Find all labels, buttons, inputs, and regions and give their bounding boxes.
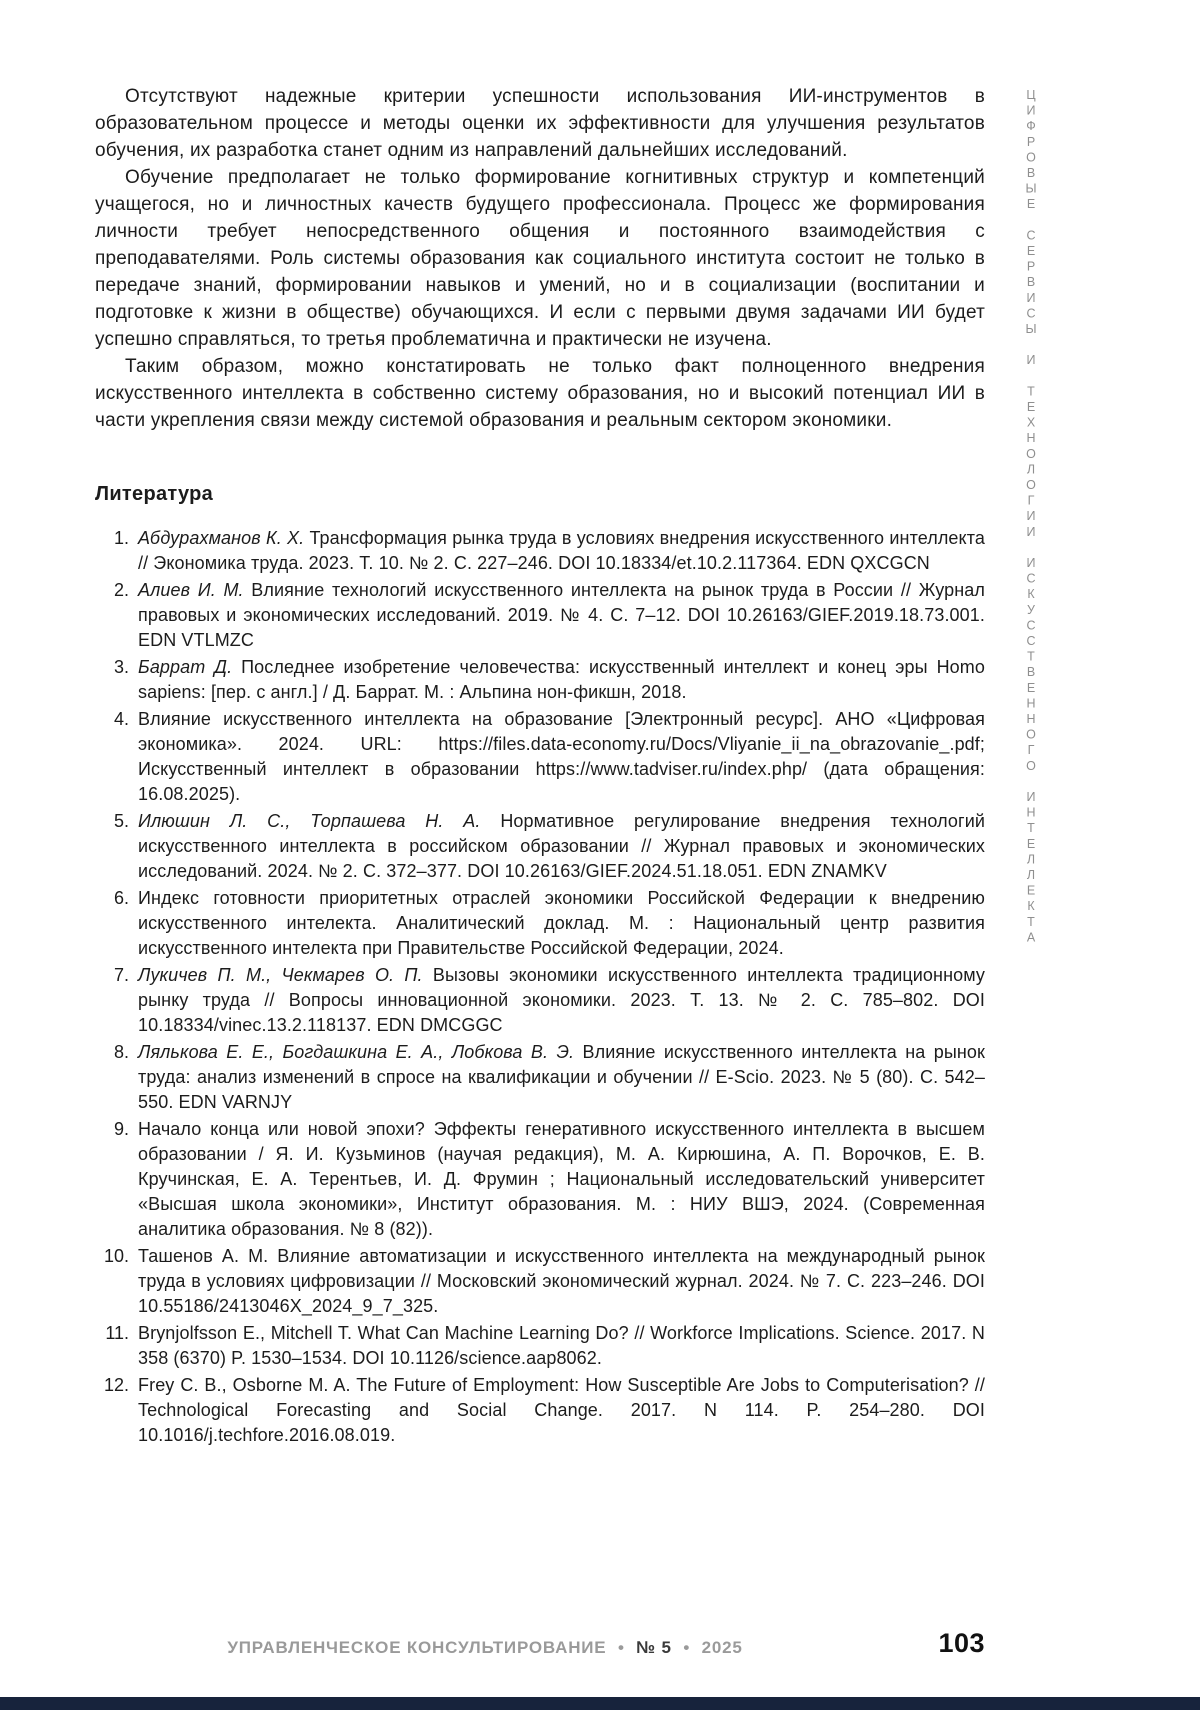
reference-text	[138, 526, 985, 576]
reference-rest: Влияние искусственного интеллекта на образование [Электронный ресурс]. АНО «Цифровая экономика». 2024. URL: https://files.data-economy.ru/Docs/Vliyanie_ii_na_obrazovanie_.pdf; Искусственный интеллект в образовании https://www.tadviser.ru/index.php/ (дата обращения: 16.08.2025).	[138, 708, 985, 804]
reference-item	[95, 809, 985, 884]
reference-item	[95, 963, 985, 1038]
reference-rest: Индекс готовности приоритетных отраслей экономики Российской Федерации к внедрению искусственного интелекта. Аналитический доклад. М. : Национальный центр развития искусственного интелекта при Правительстве Российской Федерации, 2024.	[138, 887, 985, 958]
reference-text	[138, 886, 985, 961]
reference-item	[95, 655, 985, 705]
reference-item	[95, 1373, 985, 1448]
reference-item	[95, 526, 985, 576]
reference-number: 9.	[113, 1118, 129, 1139]
reference-text	[138, 1321, 985, 1371]
reference-authors: Лялькова Е. Е., Богдашкина Е. А., Лобкова В. Э.	[138, 1041, 583, 1062]
reference-number: 3.	[113, 656, 129, 677]
references-heading: Литература	[95, 482, 214, 505]
sidebar-vertical-title: ЦИФРОВЫЕ СЕРВИСЫ И ТЕХНОЛОГИИ ИСКУССТВЕННОГО ИНТЕЛЛЕКТА	[1024, 88, 1038, 946]
reference-authors: Илюшин Л. С., Торпашева Н. А.	[138, 810, 501, 831]
reference-item	[95, 886, 985, 961]
reference-rest: Трансформация рынка труда в условиях внедрения искусственного интеллекта // Экономика труда. 2023. Т. 10. № 2. С. 227–246. DOI 10.18334/et.10.2.117364. EDN QXCGCN	[138, 527, 985, 573]
reference-number: 12.	[103, 1375, 129, 1396]
reference-rest: Начало конца или новой эпохи? Эффекты генеративного искусственного интеллекта в высшем образовании / Я. И. Кузьминов (научая редакция), М. А. Кирюшина, А. П. Ворочков, Е. В. Кручинская, Е. А. Терентьев, И. Д. Фрумин ; Национальный исследовательский университет «Высшая школа экономики», Институт образования. М. : НИУ ВШЭ, 2024. (Современная аналитика образования. № 8 (82)).	[138, 1118, 985, 1240]
reference-number: 5.	[113, 810, 129, 831]
reference-item	[95, 578, 985, 653]
reference-item	[95, 1040, 985, 1115]
reference-text	[138, 707, 985, 807]
reference-item	[95, 1244, 985, 1319]
reference-authors: Лукичев П. М., Чекмарев О. П.	[138, 964, 433, 985]
page-footer	[95, 1628, 985, 1672]
reference-number: 4.	[113, 708, 129, 729]
reference-rest: Влияние технологий искусственного интеллекта на рынок труда в России // Журнал правовых и экономических исследований. 2019. № 4. С. 7–12. DOI 10.26163/GIEF.2019.18.73.001. EDN VTLMZC	[138, 579, 985, 650]
reference-text	[138, 578, 985, 653]
reference-rest: Brynjolfsson E., Mitchell T. What Can Machine Learning Do? // Workforce Implications. Science. 2017. N 358 (6370) P. 1530–1534. DOI 10.1126/science.aap8062.	[138, 1323, 985, 1369]
reference-text	[138, 809, 985, 884]
body-paragraph: Обучение предполагает не только формирование когнитивных структур и компетенций учащегося, но и личностных качеств будущего профессионала. Процесс же формирования личности требует непосредственного общения и постоянного взаимодействия с преподавателями. Роль системы образования как социального института состоит не только в передаче знаний, формировании навыков и умений, но и в социализации (воспитании и подготовке к жизни в обществе) обучающихся. И если с первыми двумя задачами ИИ будет успешно справляться, то третья проблематична и практически не изучена.	[95, 166, 985, 350]
reference-number: 1.	[113, 527, 129, 548]
reference-text	[138, 1040, 985, 1115]
reference-text	[138, 963, 985, 1038]
bottom-color-bar	[0, 1697, 1200, 1710]
reference-rest: Влияние искусственного интеллекта на рынок труда: анализ изменений в спросе на квалификации и обучении // E-Scio. 2023. № 5 (80). С. 542–550. EDN VARNJY	[138, 1041, 985, 1112]
body-paragraph: Таким образом, можно констатировать не только факт полноценного внедрения искусственного интеллекта в собственно систему образования, но и высокий потенциал ИИ в части укрепления связи между системой образования и реальным сектором экономики.	[95, 355, 985, 431]
reference-item	[95, 707, 985, 807]
main-text-column	[95, 84, 985, 1450]
reference-number: 6.	[113, 887, 129, 908]
footer-issue-number: № 5	[636, 1638, 672, 1657]
footer-separator: •	[617, 1638, 625, 1657]
reference-number: 8.	[113, 1041, 129, 1062]
reference-rest: Нормативное регулирование внедрения технологий искусственного интеллекта в российском образовании // Журнал правовых и экономических исследований. 2024. № 2. С. 372–377. DOI 10.26163/GIEF.2024.51.18.051. EDN ZNAMKV	[138, 810, 985, 881]
reference-number: 11.	[105, 1323, 129, 1344]
page-number: 103	[938, 1628, 985, 1658]
reference-number: 7.	[113, 964, 129, 985]
footer-journal-line	[95, 1638, 875, 1658]
body-paragraph: Отсутствуют надежные критерии успешности использования ИИ-инструментов в образовательном процессе и методы оценки их эффективности для улучшения результатов обучения, их разработка станет одним из направлений дальнейших исследований.	[95, 86, 985, 161]
reference-text	[138, 1244, 985, 1319]
footer-journal-name: УПРАВЛЕНЧЕСКОЕ КОНСУЛЬТИРОВАНИЕ	[227, 1638, 607, 1657]
reference-rest: Последнее изобретение человечества: искусственный интеллект и конец эры Homo sapiens: [пер. с англ.] / Д. Баррат. М. : Альпина нон-фикшн, 2018.	[138, 656, 985, 702]
reference-authors: Баррат Д.	[138, 656, 242, 677]
reference-authors: Алиев И. М.	[138, 579, 252, 600]
reference-text	[138, 1117, 985, 1242]
reference-rest: Frey C. B., Osborne M. A. The Future of Employment: How Susceptible Are Jobs to Computerisation? // Technological Forecasting and Social Change. 2017. N 114. P. 254–280. DOI 10.1016/j.techfore.2016.08.019.	[138, 1375, 985, 1446]
footer-year: 2025	[701, 1638, 743, 1657]
reference-rest: Ташенов А. М. Влияние автоматизации и искусственного интеллекта на международный рынок труда в условиях цифровизации // Московский экономический журнал. 2024. № 7. С. 223–246. DOI 10.55186/2413046X_2024_9_7_325.	[138, 1246, 985, 1317]
reference-text	[138, 1373, 985, 1448]
reference-number: 10.	[103, 1246, 129, 1267]
reference-item	[95, 1321, 985, 1371]
reference-authors: Абдурахманов К. Х.	[138, 527, 310, 548]
reference-text	[138, 655, 985, 705]
reference-rest: Вызовы экономики искусственного интеллекта традиционному рынку труда // Вопросы инновационной экономики. 2023. Т. 13. № 2. С. 785–802. DOI 10.18334/vinec.13.2.118137. EDN DMCGGC	[138, 964, 986, 1035]
reference-number: 2.	[113, 579, 129, 600]
footer-separator: •	[683, 1638, 691, 1657]
reference-item	[95, 1117, 985, 1242]
